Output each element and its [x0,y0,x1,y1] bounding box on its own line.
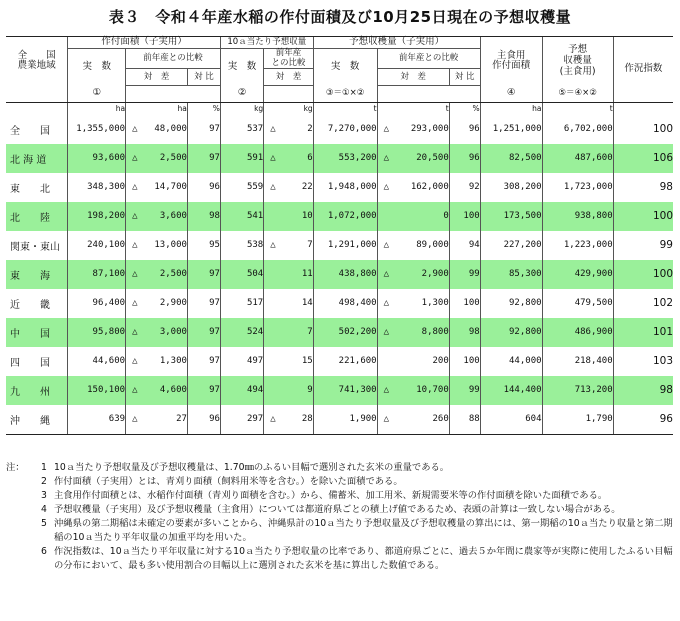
rice-harvest-table [6,36,673,435]
region-name: 九 州 [6,376,68,405]
note-number: 6 [41,546,47,557]
area-value: 198,200 [68,202,126,231]
yield-value: 559 [220,173,263,202]
yield-diff [264,231,313,260]
staple-harvest-value: 429,900 [542,260,613,289]
crop-index-value: 100 [613,260,673,289]
crop-index-value: 103 [613,347,673,376]
col-num-4: ④ [480,86,542,103]
diff-number: 0 [443,211,449,222]
negative-marker: △ [132,211,138,222]
area-diff [126,144,188,173]
area-diff [126,405,188,435]
area-hi-header: 対 比 [187,69,220,86]
notes-section [6,461,674,573]
unit-label: ha [480,102,542,115]
harvest-value: 1,072,000 [313,202,377,231]
yield-value: 591 [220,144,263,173]
negative-marker: △ [132,414,138,425]
harvest-diff [377,405,449,435]
area-value: 639 [68,405,126,435]
note-label [6,503,34,517]
harvest-ratio: 96 [449,115,480,144]
col-num-3: ③＝①×② [313,86,377,103]
diff-number: 10,700 [416,385,449,396]
harvest-ratio: 92 [449,173,480,202]
note-item [6,545,674,573]
area-diff [126,173,188,202]
unit-label: t [377,102,449,115]
diff-number: 1,300 [421,298,449,309]
harvest-diff [377,173,449,202]
harvest-diff [377,202,449,231]
staple-harvest-value: 218,400 [542,347,613,376]
unit-label: t [313,102,377,115]
diff-number: 6 [307,153,313,164]
area-diff [126,115,188,144]
yield-diff [264,144,313,173]
negative-marker: △ [270,240,276,251]
diff-number: 22 [301,182,313,193]
harvest-hi-header: 対 比 [449,69,480,86]
staple-harvest-value: 487,600 [542,144,613,173]
staple-harvest-value: 1,723,000 [542,173,613,202]
staple-harvest-value: 1,790 [542,405,613,435]
region-name: 関東・東山 [10,241,60,253]
note-item [6,503,674,517]
note-label [6,475,34,489]
negative-marker: △ [132,182,138,193]
staple-harvest-value: 479,500 [542,289,613,318]
yield-diff [264,376,313,405]
crop-index-value: 98 [613,173,673,202]
negative-marker: △ [132,298,138,309]
harvest-ratio: 99 [449,376,480,405]
negative-marker: △ [270,182,276,193]
staple-area-value: 85,300 [480,260,542,289]
table-row [6,318,673,347]
diff-number: 260 [432,414,449,425]
yield-prev-compare: 前年産 との比較 [264,48,313,69]
negative-marker: △ [383,327,390,338]
table-row [6,173,673,202]
diff-number: 28 [301,414,313,425]
area-ratio: 97 [187,260,220,289]
diff-number: 293,000 [410,124,449,135]
negative-marker: △ [132,124,138,135]
diff-number: 8,800 [421,327,449,338]
unit-label: ha [68,102,126,115]
diff-number: 7 [307,327,313,338]
area-ratio: 96 [187,173,220,202]
diff-number: 2,900 [421,269,449,280]
crop-index-value: 101 [613,318,673,347]
negative-marker: △ [270,124,276,135]
diff-number: 3,600 [159,211,187,222]
unit-label: t [542,102,613,115]
note-label [6,489,34,503]
harvest-diff [377,318,449,347]
note-text: 10ａ当たり予想収量及び予想収穫量は、1.70㎜のふるい目幅で選別された玄米の重量である。 [54,462,450,473]
staple-harvest-value: 713,200 [542,376,613,405]
harvest-jitsusu: 実 数 [313,48,377,86]
diff-number: 14,700 [154,182,187,193]
page-title: 表３ 令和４年産水稲の作付面積及び10月25日現在の予想収穫量 [108,8,572,26]
harvest-ratio: 100 [449,347,480,376]
harvest-ratio: 99 [449,260,480,289]
region-name: 近 畿 [10,299,50,311]
harvest-value: 1,948,000 [313,173,377,202]
yield-diff [264,405,313,435]
negative-marker: △ [132,269,138,280]
note-item [6,475,674,489]
negative-marker: △ [132,356,138,367]
diff-number: 89,000 [416,240,449,251]
area-ratio: 97 [187,289,220,318]
unit-label: ha [126,102,188,115]
yield-group-header: 10ａ当たり予想収量 [220,37,313,49]
area-value: 150,100 [68,376,126,405]
yield-diff [264,347,313,376]
harvest-value: 1,291,000 [313,231,377,260]
area-ratio: 97 [187,115,220,144]
note-number: 4 [41,504,47,515]
crop-index-value: 102 [613,289,673,318]
area-ratio: 98 [187,202,220,231]
col-num-2: ② [220,86,263,103]
yield-jitsusu: 実 数 [220,48,263,86]
negative-marker: △ [132,385,138,396]
note-text: 作付面積（子実用）とは、青刈り面積（飼料用米等を含む。）を除いた面積である。 [54,476,403,487]
yield-value: 504 [220,260,263,289]
region-name: 北 海 道 [6,144,68,173]
area-value: 87,100 [68,260,126,289]
diff-number: 3,000 [159,327,187,338]
staple-harvest-header: 予想 収穫量 (主食用) [542,37,613,86]
area-diff [126,318,188,347]
area-ratio: 95 [187,231,220,260]
note-text: 沖縄県の第二期稲は未確定の要素が多いことから、沖縄県計の10ａ当たり予想収量及び予想収穫量の算出には、第一期稲の10ａ当たり収量と第二期稲の10ａ当たり平年収量の加重平均を用いた。 [54,518,673,543]
yield-diff [264,260,313,289]
area-value: 348,300 [68,173,126,202]
harvest-diff [377,144,449,173]
region-name: 沖 縄 [6,405,68,435]
crop-index-header: 作況指数 [613,37,673,103]
area-group-header: 作付面積（子実用） [68,37,221,49]
yield-value: 541 [220,202,263,231]
area-ratio: 97 [187,376,220,405]
negative-marker: △ [270,414,276,425]
harvest-diff [377,231,449,260]
yield-diff [264,289,313,318]
diff-number: 2,500 [159,153,187,164]
diff-number: 9 [307,385,313,396]
table-row [6,405,673,435]
staple-area-value: 604 [480,405,542,435]
negative-marker: △ [132,240,138,251]
area-value: 93,600 [68,144,126,173]
note-text: 主食用作付面積とは、水稲作付面積（青刈り面積を含む。）から、備蓄米、加工用米、新規需要米等の作付面積を除いた面積である。 [54,490,608,501]
yield-value: 494 [220,376,263,405]
negative-marker: △ [132,327,138,338]
diff-number: 2,900 [159,298,187,309]
staple-harvest-value: 1,223,000 [542,231,613,260]
yield-diff [264,115,313,144]
diff-number: 1,300 [159,356,187,367]
harvest-group-header: 予想収穫量（子実用） [313,37,480,49]
staple-area-value: 1,251,000 [480,115,542,144]
staple-area-value: 82,500 [480,144,542,173]
negative-marker: △ [383,385,390,396]
harvest-value: 741,300 [313,376,377,405]
harvest-value: 438,800 [313,260,377,289]
note-item [6,461,674,475]
area-diff [126,347,188,376]
diff-number: 7 [307,240,313,251]
area-diff [126,260,188,289]
yield-value: 497 [220,347,263,376]
diff-number: 20,500 [416,153,449,164]
region-header: 全 国 農業地域 [6,37,68,86]
note-number: 2 [41,476,47,487]
crop-index-value: 106 [613,144,673,173]
harvest-ratio: 88 [449,405,480,435]
area-ratio: 97 [187,318,220,347]
yield-diff [264,202,313,231]
note-item [6,489,674,503]
diff-number: 10 [301,211,313,222]
staple-harvest-value: 486,900 [542,318,613,347]
harvest-value: 221,600 [313,347,377,376]
diff-number: 15 [301,356,313,367]
yield-value: 517 [220,289,263,318]
area-value: 95,800 [68,318,126,347]
harvest-ratio: 100 [449,202,480,231]
area-value: 96,400 [68,289,126,318]
staple-harvest-value: 938,800 [542,202,613,231]
harvest-ratio: 94 [449,231,480,260]
table-row [6,202,673,231]
note-text: 予想収穫量（子実用）及び予想収穫量（主食用）については都道府県ごとの積上げ値であるため、表頭の計算は一致しない場合がある。 [54,504,621,515]
region-name: 全 国 [10,125,50,137]
staple-harvest-value: 6,702,000 [542,115,613,144]
diff-number: 162,000 [410,182,449,193]
crop-index-value: 98 [613,376,673,405]
unit-label: % [449,102,480,115]
col-num-5: ⑤＝④×② [542,86,613,103]
region-name: 東 北 [10,183,50,195]
staple-area-value: 144,400 [480,376,542,405]
diff-number: 48,000 [154,124,187,135]
area-diff [126,231,188,260]
diff-number: 13,000 [154,240,187,251]
staple-area-value: 308,200 [480,173,542,202]
table-row [6,115,673,144]
harvest-ratio: 96 [449,144,480,173]
diff-number: 4,600 [159,385,187,396]
unit-label: kg [264,102,313,115]
unit-row [6,102,673,115]
staple-area-header: 主食用 作付面積 [480,37,542,86]
table-row [6,376,673,405]
yield-value: 537 [220,115,263,144]
note-text: 作況指数は、10ａ当たり平年収量に対する10ａ当たり予想収量の比率であり、都道府県ごとに、過去５か年間に農家等が実際に使用したふるい目幅の分布において、最も多い使用割合の目幅以上に選別された玄米を基に算出した数値である。 [54,546,673,571]
area-diff [126,289,188,318]
staple-area-value: 173,500 [480,202,542,231]
negative-marker: △ [383,298,390,309]
table-row [6,144,673,173]
note-number: 5 [41,518,47,529]
harvest-value: 553,200 [313,144,377,173]
negative-marker: △ [383,414,390,425]
unit-label: kg [220,102,263,115]
region-name: 北 陸 [6,202,68,231]
note-label [6,517,34,545]
area-diff [126,376,188,405]
harvest-diff [377,115,449,144]
negative-marker: △ [270,153,276,164]
harvest-sa-header: 対 差 [377,69,449,86]
region-name: 四 国 [10,357,50,369]
region-name: 東 海 [6,260,68,289]
diff-number: 200 [432,356,449,367]
note-item [6,517,674,545]
staple-area-value: 44,000 [480,347,542,376]
crop-index-value: 99 [613,231,673,260]
harvest-diff [377,347,449,376]
area-ratio: 96 [187,405,220,435]
negative-marker: △ [383,269,390,280]
yield-value: 538 [220,231,263,260]
negative-marker: △ [383,124,390,135]
area-value: 44,600 [68,347,126,376]
col-num-1: ① [68,86,126,103]
diff-number: 2 [307,124,313,135]
area-value: 240,100 [68,231,126,260]
note-label: 注： [6,462,25,473]
diff-number: 11 [301,269,313,280]
table-row [6,231,673,260]
negative-marker: △ [132,153,138,164]
diff-number: 2,500 [159,269,187,280]
area-prev-compare: 前年産との比較 [126,48,221,69]
harvest-ratio: 98 [449,318,480,347]
yield-value: 524 [220,318,263,347]
harvest-diff [377,260,449,289]
note-number: 1 [41,462,47,473]
table-row [6,289,673,318]
area-jitsusu: 実 数 [68,48,126,86]
table-row [6,260,673,289]
harvest-value: 498,400 [313,289,377,318]
area-ratio: 97 [187,347,220,376]
harvest-value: 7,270,000 [313,115,377,144]
harvest-diff [377,376,449,405]
area-value: 1,355,000 [68,115,126,144]
staple-area-value: 92,800 [480,318,542,347]
negative-marker: △ [383,153,390,164]
staple-area-value: 92,800 [480,289,542,318]
harvest-prev-compare: 前年産との比較 [377,48,480,69]
harvest-value: 502,200 [313,318,377,347]
table-row [6,347,673,376]
yield-sa-header: 対 差 [264,69,313,86]
region-name: 中 国 [6,318,68,347]
negative-marker: △ [383,182,390,193]
crop-index-value: 96 [613,405,673,435]
area-diff [126,202,188,231]
area-ratio: 97 [187,144,220,173]
diff-number: 27 [176,414,187,425]
yield-diff [264,318,313,347]
harvest-value: 1,900 [313,405,377,435]
staple-area-value: 227,200 [480,231,542,260]
note-label [6,545,34,573]
yield-value: 297 [220,405,263,435]
crop-index-value: 100 [613,202,673,231]
unit-label: % [187,102,220,115]
harvest-diff [377,289,449,318]
harvest-ratio: 100 [449,289,480,318]
note-number: 3 [41,490,47,501]
crop-index-value: 100 [613,115,673,144]
area-sa-header: 対 差 [126,69,188,86]
diff-number: 14 [301,298,313,309]
yield-diff [264,173,313,202]
negative-marker: △ [383,240,390,251]
